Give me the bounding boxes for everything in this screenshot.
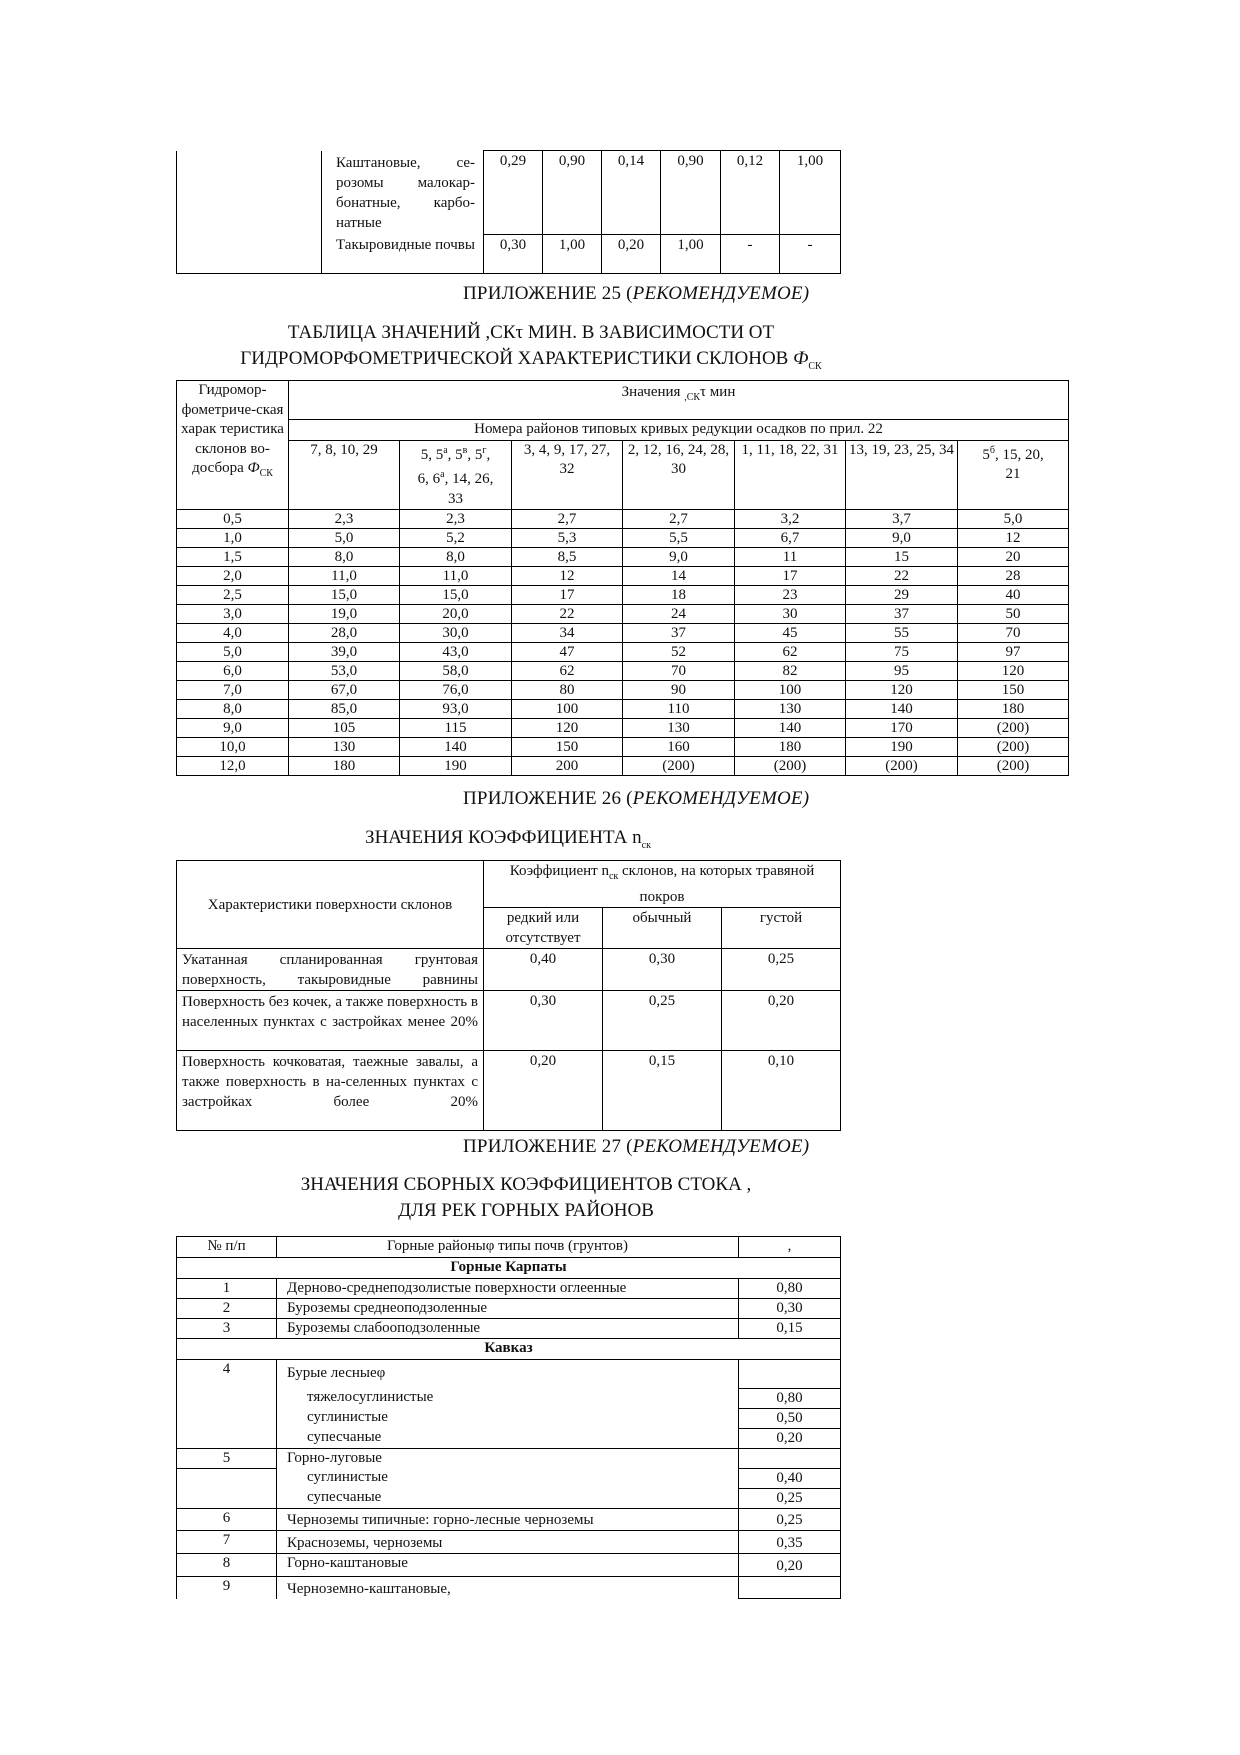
time-value-cell: 200 <box>512 757 623 776</box>
time-value-cell: 5,5 <box>623 529 735 548</box>
row-number: 7 <box>177 1530 277 1553</box>
time-value-cell: 2,7 <box>512 510 623 529</box>
value-cell: 1,00 <box>780 151 841 235</box>
time-value-cell: 17 <box>512 586 623 605</box>
coefficient-value: 0,20 <box>739 1428 841 1448</box>
soil-subtype: суглинистые <box>277 1408 739 1428</box>
appendix-26-title: ЗНАЧЕНИЯ КОЭФФИЦИЕНТА $n_{ск}$ <box>365 827 651 851</box>
table-row <box>177 1488 841 1508</box>
value-cell: 0,30 <box>484 991 603 1051</box>
time-value-cell: 150 <box>512 738 623 757</box>
time-value-cell: 130 <box>289 738 400 757</box>
region-group-header: 13, 19, 23, 25, 34 <box>846 440 958 510</box>
table-row <box>177 643 1069 662</box>
soil-name: Буроземы слабооподзоленные <box>277 1319 739 1339</box>
table-row <box>177 662 1069 681</box>
table-row <box>177 1576 841 1599</box>
time-value-cell: 28 <box>958 567 1069 586</box>
empty-cell <box>177 151 322 274</box>
table-row <box>177 1428 841 1448</box>
time-value-cell: 29 <box>846 586 958 605</box>
phi-value-cell: 10,0 <box>177 738 289 757</box>
appendix-27-heading: ПРИЛОЖЕНИЕ 27 (РЕКОМЕНДУЕМОЕ) <box>463 1136 810 1157</box>
time-value-cell: (200) <box>958 757 1069 776</box>
time-value-cell: 20,0 <box>400 605 512 624</box>
soil-name: Дерново-среднеподзолистые поверхности оглеенные <box>277 1279 739 1299</box>
row-number <box>177 1488 277 1508</box>
region-group-header: 5, $5^а$, $5^в$, $5^г$, 6, $6^а$, 14, 26, 33 <box>400 440 512 510</box>
soil-subtype: суглинистые <box>277 1468 739 1488</box>
time-value-cell: 53,0 <box>289 662 400 681</box>
time-value-cell: 45 <box>735 624 846 643</box>
time-value-cell: 80 <box>512 681 623 700</box>
time-value-cell: 20 <box>958 548 1069 567</box>
table-row <box>177 949 841 991</box>
time-value-cell: 14 <box>623 567 735 586</box>
table-row <box>177 1360 841 1389</box>
value-cell: 0,14 <box>602 151 661 235</box>
soil-name: Горно-луговые <box>277 1448 739 1468</box>
time-value-cell: 15,0 <box>400 586 512 605</box>
time-value-cell: 47 <box>512 643 623 662</box>
time-value-cell: 40 <box>958 586 1069 605</box>
time-value-cell: 12 <box>512 567 623 586</box>
value-cell: 0,30 <box>603 949 722 991</box>
region-group-header: 2, 12, 16, 24, 28, 30 <box>623 440 735 510</box>
table-row <box>177 738 1069 757</box>
table-row <box>177 700 1069 719</box>
soil-subtype: супесчаные <box>277 1488 739 1508</box>
table-row <box>177 1553 841 1576</box>
time-value-cell: 85,0 <box>289 700 400 719</box>
coefficient-header: , <box>739 1237 841 1258</box>
row-number: 2 <box>177 1299 277 1319</box>
time-value-cell: 82 <box>735 662 846 681</box>
time-value-cell: 24 <box>623 605 735 624</box>
phi-value-cell: 7,0 <box>177 681 289 700</box>
table-row <box>177 151 841 235</box>
time-value-cell: 180 <box>735 738 846 757</box>
value-cell: 0,12 <box>721 151 780 235</box>
time-value-cell: 62 <box>735 643 846 662</box>
time-value-cell: 110 <box>623 700 735 719</box>
value-cell: 0,40 <box>484 949 603 991</box>
value-cell: 0,20 <box>722 991 841 1051</box>
time-value-cell: 37 <box>623 624 735 643</box>
soil-subtype: тяжелосуглинистые <box>277 1388 739 1408</box>
value-cell: 0,25 <box>603 991 722 1051</box>
time-value-cell: 190 <box>400 757 512 776</box>
region-group-header: 3, 4, 9, 17, 27, 32 <box>512 440 623 510</box>
table-row <box>177 529 1069 548</box>
coefficient-value: 0,30 <box>739 1299 841 1319</box>
coefficient-value: 0,80 <box>739 1388 841 1408</box>
time-value-cell: 140 <box>846 700 958 719</box>
value-cell: 0,15 <box>603 1051 722 1131</box>
section-row <box>177 1339 841 1360</box>
value-cell: 0,20 <box>602 235 661 274</box>
time-value-cell: 15,0 <box>289 586 400 605</box>
coefficient-value <box>739 1576 841 1599</box>
time-value-cell: 30,0 <box>400 624 512 643</box>
table-header-row <box>177 861 841 908</box>
row-number: 3 <box>177 1319 277 1339</box>
soil-name: Бурые лесныеφ <box>277 1360 739 1389</box>
table-row <box>177 1448 841 1468</box>
time-value-cell: 12 <box>958 529 1069 548</box>
phi-value-cell: 2,0 <box>177 567 289 586</box>
time-value-cell: 22 <box>512 605 623 624</box>
soil-name: Черноземно-каштановые, <box>277 1576 739 1599</box>
time-value-cell: 70 <box>623 662 735 681</box>
section-row <box>177 1258 841 1279</box>
row-number: 4 <box>177 1360 277 1449</box>
time-value-cell: 67,0 <box>289 681 400 700</box>
soil-name: Черноземы типичные: горно-лесные черноземы <box>277 1508 739 1530</box>
region-header: Горные районыφ типы почв (грунтов) <box>277 1237 739 1258</box>
table-row <box>177 624 1069 643</box>
number-header: № п/п <box>177 1237 277 1258</box>
time-value-cell: 11 <box>735 548 846 567</box>
value-cell: 0,25 <box>722 949 841 991</box>
row-number: 5 <box>177 1448 277 1468</box>
table-row <box>177 548 1069 567</box>
time-value-cell: (200) <box>958 738 1069 757</box>
runoff-coefficient-table <box>176 1236 841 1599</box>
phi-value-cell: 0,5 <box>177 510 289 529</box>
time-value-cell: 180 <box>289 757 400 776</box>
time-value-cell: 8,0 <box>289 548 400 567</box>
table-header-row <box>177 420 1069 441</box>
time-value-cell: (200) <box>735 757 846 776</box>
phi-value-cell: 3,0 <box>177 605 289 624</box>
time-value-cell: 2,3 <box>289 510 400 529</box>
appendix-27-title: ЗНАЧЕНИЯ СБОРНЫХ КОЭФФИЦИЕНТОВ СТОКА , ДЛЯ РЕК ГОРНЫХ РАЙОНОВ <box>300 1174 752 1221</box>
phi-value-cell: 1,5 <box>177 548 289 567</box>
table-row <box>177 1508 841 1530</box>
time-value-cell: 11,0 <box>400 567 512 586</box>
table-row <box>177 991 841 1051</box>
flow-time-table-body <box>177 510 1069 776</box>
time-value-cell: 22 <box>846 567 958 586</box>
phi-value-cell: 4,0 <box>177 624 289 643</box>
time-value-cell: 100 <box>735 681 846 700</box>
region-group-header: 1, 11, 18, 22, 31 <box>735 440 846 510</box>
time-value-cell: 75 <box>846 643 958 662</box>
time-value-cell: 3,7 <box>846 510 958 529</box>
time-value-cell: 190 <box>846 738 958 757</box>
table-row <box>177 567 1069 586</box>
soil-type-label: Каштановые, се-розомы малокар-бонатные, карбо-натные <box>322 151 484 235</box>
value-cell: - <box>721 235 780 274</box>
values-header: Значения $_{,СК}$τ мин <box>289 381 1069 420</box>
row-number <box>177 1468 277 1488</box>
value-cell: 0,10 <box>722 1051 841 1131</box>
soil-name: Буроземы среднеоподзоленные <box>277 1299 739 1319</box>
time-value-cell: 120 <box>846 681 958 700</box>
time-value-cell: (200) <box>846 757 958 776</box>
row-number: 8 <box>177 1553 277 1576</box>
grass-sparse-header: редкий или отсутствует <box>484 908 603 949</box>
value-cell: 0,29 <box>484 151 543 235</box>
section-caucasus: Кавказ <box>177 1339 841 1360</box>
time-value-cell: 43,0 <box>400 643 512 662</box>
time-value-cell: (200) <box>958 719 1069 738</box>
row-number: 6 <box>177 1508 277 1530</box>
time-value-cell: 90 <box>623 681 735 700</box>
time-value-cell: 115 <box>400 719 512 738</box>
surface-header: Характеристики поверхности склонов <box>177 861 484 949</box>
value-cell: 0,90 <box>543 151 602 235</box>
time-value-cell: 6,7 <box>735 529 846 548</box>
coefficient-value: 0,25 <box>739 1508 841 1530</box>
time-value-cell: (200) <box>623 757 735 776</box>
time-value-cell: 120 <box>512 719 623 738</box>
time-value-cell: 19,0 <box>289 605 400 624</box>
phi-value-cell: 1,0 <box>177 529 289 548</box>
time-value-cell: 150 <box>958 681 1069 700</box>
time-value-cell: 8,5 <box>512 548 623 567</box>
time-value-cell: 37 <box>846 605 958 624</box>
row-number: 1 <box>177 1279 277 1299</box>
soil-name: Горно-каштановые <box>277 1553 739 1576</box>
region-group-header: 7, 8, 10, 29 <box>289 440 400 510</box>
section-carpathians: Горные Карпаты <box>177 1258 841 1279</box>
surface-label: Поверхность кочковатая, таежные завалы, а также поверхность в на-селенных пунктах с застройках более 20% <box>177 1051 484 1131</box>
phi-value-cell: 9,0 <box>177 719 289 738</box>
coefficient-value: 0,80 <box>739 1279 841 1299</box>
phi-value-cell: 12,0 <box>177 757 289 776</box>
time-value-cell: 160 <box>623 738 735 757</box>
time-value-cell: 140 <box>400 738 512 757</box>
time-value-cell: 34 <box>512 624 623 643</box>
surface-label: Поверхность без кочек, а также поверхность в населенных пунктах с застройках менее 20% <box>177 991 484 1051</box>
table-row <box>177 1408 841 1428</box>
table-header-row <box>177 381 1069 420</box>
time-value-cell: 130 <box>623 719 735 738</box>
time-value-cell: 76,0 <box>400 681 512 700</box>
time-value-cell: 30 <box>735 605 846 624</box>
time-value-cell: 130 <box>735 700 846 719</box>
value-cell: 0,30 <box>484 235 543 274</box>
table-row <box>177 1530 841 1553</box>
table-row <box>177 586 1069 605</box>
time-value-cell: 5,0 <box>958 510 1069 529</box>
value-cell: 1,00 <box>661 235 721 274</box>
value-cell: 0,20 <box>484 1051 603 1131</box>
time-value-cell: 5,3 <box>512 529 623 548</box>
time-value-cell: 2,7 <box>623 510 735 529</box>
table-row <box>177 605 1069 624</box>
time-value-cell: 93,0 <box>400 700 512 719</box>
soil-subtype: супесчаные <box>277 1428 739 1448</box>
time-value-cell: 52 <box>623 643 735 662</box>
time-value-cell: 9,0 <box>846 529 958 548</box>
value-cell: - <box>780 235 841 274</box>
coefficient-value <box>739 1360 841 1389</box>
time-value-cell: 9,0 <box>623 548 735 567</box>
phi-value-cell: 5,0 <box>177 643 289 662</box>
soil-name: Красноземы, черноземы <box>277 1530 739 1553</box>
time-value-cell: 28,0 <box>289 624 400 643</box>
value-cell: 0,90 <box>661 151 721 235</box>
table-header-row <box>177 1237 841 1258</box>
row-header-cell: Гидромор-фометриче-ская харак теристика склонов во-досбора $Ф_{СК}$ <box>177 381 289 510</box>
time-value-cell: 39,0 <box>289 643 400 662</box>
table-row <box>177 510 1069 529</box>
table-row <box>177 1468 841 1488</box>
table-row <box>177 1388 841 1408</box>
coefficient-value: 0,15 <box>739 1319 841 1339</box>
time-value-cell: 50 <box>958 605 1069 624</box>
table-row <box>177 681 1069 700</box>
coefficient-value: 0,50 <box>739 1408 841 1428</box>
time-value-cell: 140 <box>735 719 846 738</box>
time-value-cell: 2,3 <box>400 510 512 529</box>
soil-coefficients-table-continued <box>176 150 841 274</box>
phi-value-cell: 6,0 <box>177 662 289 681</box>
flow-time-table <box>176 380 1069 776</box>
regions-header: Номера районов типовых кривых редукции осадков по прил. 22 <box>289 420 1069 441</box>
time-value-cell: 11,0 <box>289 567 400 586</box>
time-value-cell: 18 <box>623 586 735 605</box>
phi-value-cell: 2,5 <box>177 586 289 605</box>
time-value-cell: 180 <box>958 700 1069 719</box>
time-value-cell: 55 <box>846 624 958 643</box>
surface-label: Укатанная спланированная грунтовая поверхность, такыровидные равнины <box>177 949 484 991</box>
table-header-row <box>177 440 1069 510</box>
time-value-cell: 15 <box>846 548 958 567</box>
table-row <box>177 757 1069 776</box>
table-row <box>177 1299 841 1319</box>
time-value-cell: 3,2 <box>735 510 846 529</box>
time-value-cell: 70 <box>958 624 1069 643</box>
value-cell: 1,00 <box>543 235 602 274</box>
appendix-26-heading: ПРИЛОЖЕНИЕ 26 (РЕКОМЕНДУЕМОЕ) <box>463 788 810 809</box>
time-value-cell: 5,0 <box>289 529 400 548</box>
appendix-25-heading: ПРИЛОЖЕНИЕ 25 (РЕКОМЕНДУЕМОЕ) <box>463 283 810 304</box>
time-value-cell: 170 <box>846 719 958 738</box>
table-row <box>177 1051 841 1131</box>
region-group-header: $5^б$, 15, 20, 21 <box>958 440 1069 510</box>
coefficient-value: 0,25 <box>739 1488 841 1508</box>
grass-normal-header: обычный <box>603 908 722 949</box>
table-row <box>177 1319 841 1339</box>
time-value-cell: 97 <box>958 643 1069 662</box>
coefficient-value: 0,40 <box>739 1468 841 1488</box>
coefficient-value: 0,20 <box>739 1553 841 1576</box>
time-value-cell: 5,2 <box>400 529 512 548</box>
table-row <box>177 1279 841 1299</box>
time-value-cell: 100 <box>512 700 623 719</box>
time-value-cell: 62 <box>512 662 623 681</box>
time-value-cell: 8,0 <box>400 548 512 567</box>
time-value-cell: 120 <box>958 662 1069 681</box>
row-number: 9 <box>177 1576 277 1599</box>
appendix-25-title: ТАБЛИЦА ЗНАЧЕНИЙ ,СКτ МИН. В ЗАВИСИМОСТИ ОТ ГИДРОМОРФОМЕТРИЧЕСКОЙ ХАРАКТЕРИСТИКИ СКЛОНОВ $Ф_{СК}$ <box>240 322 822 372</box>
coefficient-header: Коэффициент $n_{ск}$ склонов, на которых травяной покров <box>484 861 841 908</box>
time-value-cell: 23 <box>735 586 846 605</box>
time-value-cell: 17 <box>735 567 846 586</box>
surface-coefficient-table <box>176 860 841 1131</box>
coefficient-value: 0,35 <box>739 1530 841 1553</box>
time-value-cell: 95 <box>846 662 958 681</box>
phi-value-cell: 8,0 <box>177 700 289 719</box>
grass-dense-header: густой <box>722 908 841 949</box>
time-value-cell: 58,0 <box>400 662 512 681</box>
soil-type-label: Такыровидные почвы <box>322 235 484 274</box>
table-row <box>177 719 1069 738</box>
coefficient-value <box>739 1448 841 1468</box>
time-value-cell: 105 <box>289 719 400 738</box>
